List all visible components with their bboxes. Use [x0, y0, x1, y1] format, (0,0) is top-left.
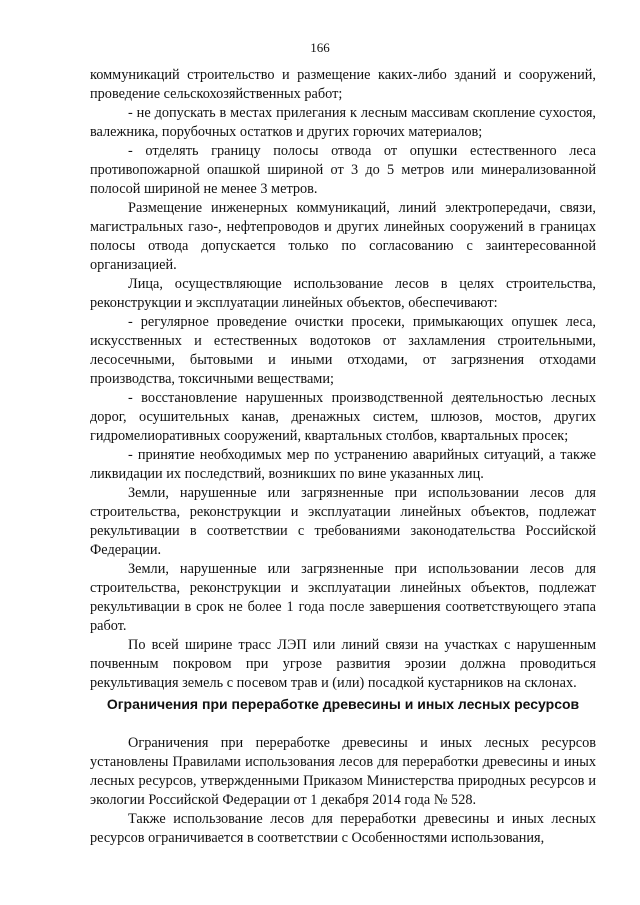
paragraph: Земли, нарушенные или загрязненные при использовании лесов для строительства, реконструкции и эксплуатации линейных объектов, подлежат рекультивации в соответствии с требованиями законодательства Российской Федерации.: [90, 485, 596, 558]
paragraph: Размещение инженерных коммуникаций, линий электропередачи, связи, магистральных газо-, нефтепроводов и других линейных сооружений в границах полосы отвода допускается только по согласованию с заинтересованной организацией.: [90, 200, 596, 273]
paragraph: По всей ширине трасс ЛЭП или линий связи на участках с нарушенным почвенным покровом при угрозе развития эрозии должна проводиться рекультивация земель с посевом трав и (или) посадкой кустарников на склонах.: [90, 637, 596, 691]
paragraph: Также использование лесов для переработки древесины и иных лесных ресурсов ограничивается в соответствии с Особенностями использования,: [90, 811, 596, 846]
paragraph: - восстановление нарушенных производственной деятельностью лесных дорог, осушительных канав, дренажных систем, шлюзов, мостов, других гидромелиоративных сооружений, квартальных столбов, квартальных просек;: [90, 390, 596, 444]
section-heading: Ограничения при переработке древесины и иных лесных ресурсов: [106, 696, 580, 712]
paragraph: Лица, осуществляющие использование лесов в целях строительства, реконструкции и эксплуатации линейных объектов, обеспечивают:: [90, 276, 596, 311]
section-body-text: [90, 734, 596, 848]
paragraph: - принятие необходимых мер по устранению аварийных ситуаций, а также ликвидации их последствий, возникших по вине указанных лиц.: [90, 447, 596, 482]
body-text: [90, 66, 596, 693]
paragraph: - не допускать в местах прилегания к лесным массивам скопление сухостоя, валежника, порубочных остатков и других горючих материалов;: [90, 105, 596, 140]
paragraph: Ограничения при переработке древесины и иных лесных ресурсов установлены Правилами использования лесов для переработки древесины и иных лесных ресурсов, утвержденными Приказом Министерства природных ресурсов и экологии Российской Федерации от 1 декабря 2014 года № 528.: [90, 735, 596, 808]
paragraph: коммуникаций строительство и размещение каких-либо зданий и сооружений, проведение сельскохозяйственных работ;: [90, 67, 596, 102]
page-number: 166: [310, 40, 330, 55]
paragraph: - регулярное проведение очистки просеки, примыкающих опушек леса, искусственных и естественных водотоков от захламления строительными, лесосечными, бытовыми и иными отходами, от загрязнения отходами производства, токсичными веществами;: [90, 314, 596, 387]
paragraph: Земли, нарушенные или загрязненные при использовании лесов для строительства, реконструкции и эксплуатации линейных объектов, подлежат рекультивации в срок не более 1 года после завершения соответствующего этапа работ.: [90, 561, 596, 634]
paragraph: - отделять границу полосы отвода от опушки естественного леса противопожарной опашкой шириной от 3 до 5 метров или минерализованной полосой шириной не менее 3 метров.: [90, 143, 596, 197]
